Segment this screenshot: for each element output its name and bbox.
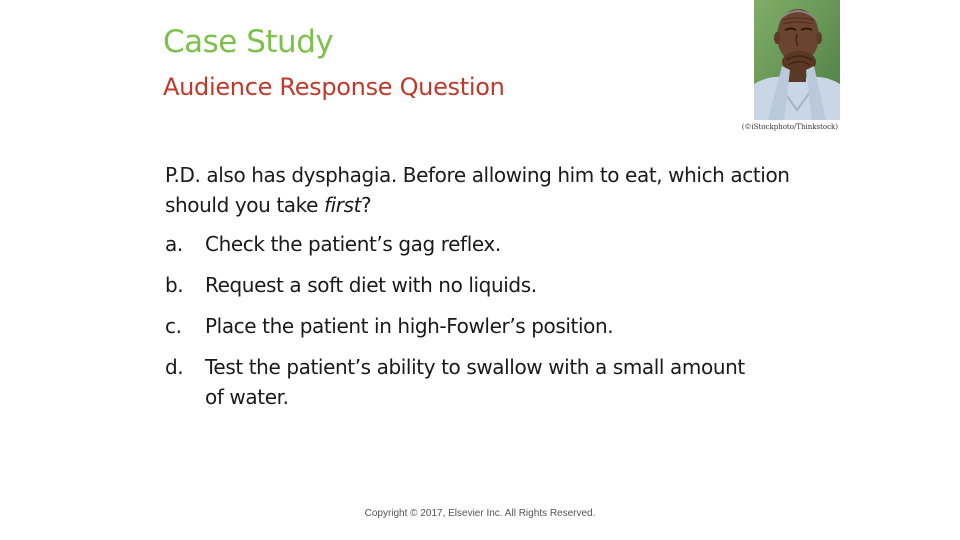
question-stem-text: P.D. also has dysphagia. Before allowing him to eat, which action should you take [165,163,790,217]
copyright-footer: Copyright © 2017, Elsevier Inc. All Rights Reserved. [364,508,596,519]
option-text: Request a soft diet with no liquids. [205,273,537,297]
question-stem-emphasis: first [323,193,362,217]
patient-photo [754,0,840,120]
option-letter: a. [165,232,183,256]
question-stem [165,160,805,220]
answer-option-b[interactable] [165,270,805,300]
option-letter: d. [165,355,184,379]
option-text: Check the patient’s gag reflex. [205,232,501,256]
answer-option-c[interactable] [165,311,805,341]
option-text: Place the patient in high-Fowler’s position. [205,314,614,338]
answer-options [165,229,805,412]
option-letter: b. [165,273,184,297]
option-letter: c. [165,314,182,338]
answer-option-a[interactable] [165,229,805,259]
photo-credit: (©iStockphoto/Thinkstock) [741,123,838,131]
answer-option-d[interactable] [165,352,805,412]
slide-title: Case Study [163,24,334,60]
slide-subtitle: Audience Response Question [163,73,505,101]
question-stem-end: ? [361,193,372,217]
option-text: Test the patient’s ability to swallow with a small amount of water. [205,355,745,409]
